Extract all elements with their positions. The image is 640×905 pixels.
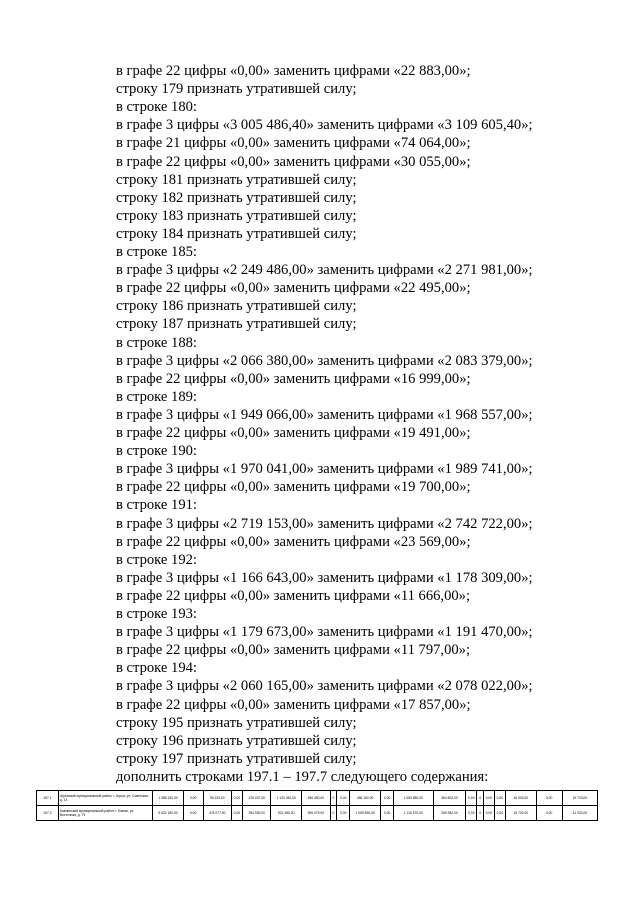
text-line: строку 182 признать утратившей силу; [116, 189, 357, 206]
value-cell: 0 [477, 806, 484, 821]
value-cell: 0,00 [483, 806, 494, 821]
value-cell: 0,00 [466, 806, 477, 821]
text-line: в графе 3 цифры «1 166 643,00» заменить цифрами «1 178 309,00»; [116, 569, 533, 586]
text-line: в строке 185: [116, 244, 197, 260]
text-line: в графе 22 цифры «0,00» заменить цифрами «19 700,00»; [116, 479, 471, 496]
value-cell: 456 160,00 [350, 791, 381, 806]
value-cell: 0,00 [380, 806, 393, 821]
text-line: строку 196 признать утратившей силу; [116, 732, 357, 749]
value-cell: 41 932,00 [562, 806, 597, 821]
text-line: строку 186 признать утратившей силу; [116, 298, 357, 315]
text-line: в графе 22 цифры «0,00» заменить цифрами «11 666,00»; [116, 587, 471, 604]
value-cell: 0,00 [536, 791, 562, 806]
value-cell: 476 247,00 [242, 791, 270, 806]
text-line: в строке 190: [116, 443, 197, 460]
address-cell: Бавлинский муниципальный район, г. Бавлы, ул. Восточная, д. 79 [58, 806, 152, 821]
text-line: в графе 22 цифры «0,00» заменить цифрами «23 569,00»; [116, 533, 471, 550]
table-row [37, 806, 598, 821]
text-line: в строке 192: [116, 551, 197, 568]
value-cell: 0,00 [536, 806, 562, 821]
value-cell: 0,00 [183, 806, 203, 821]
text-line: в графе 3 цифры «3 005 486,40» заменить цифрами «3 109 605,40»; [116, 117, 533, 134]
text-line: в графе 22 цифры «0,00» заменить цифрами «19 491,00»; [116, 425, 471, 441]
value-cell: 0,00 [337, 791, 350, 806]
row-number-cell: 197.1 [37, 791, 59, 806]
value-cell: 394 930,00 [242, 806, 270, 821]
text-line: строку 184 признать утратившей силу; [116, 225, 357, 242]
text-line: в графе 22 цифры «0,00» заменить цифрами «11 797,00»; [116, 642, 471, 659]
value-cell: 476 077,00 [203, 806, 231, 821]
text-line: в графе 22 цифры «0,00» заменить цифрами «22 495,00»; [116, 280, 471, 297]
value-cell: 0,00 [337, 806, 350, 821]
text-line: в графе 3 цифры «2 249 486,00» заменить цифрами «2 271 981,00»; [116, 262, 533, 279]
text-line: в строке 193: [116, 606, 197, 622]
text-line: в графе 22 цифры «0,00» заменить цифрами «22 883,00»; [116, 63, 471, 79]
value-cell: 364 602,00 [433, 791, 466, 806]
text-line: строку 195 признать утратившей силу; [116, 714, 357, 731]
text-line: в графе 3 цифры «2 719 153,00» заменить цифрами «2 742 722,00»; [116, 515, 533, 532]
value-cell: 906 079,00 [302, 806, 330, 821]
value-cell: 0,00 [466, 791, 477, 806]
text-line: строку 183 признать утратившей силу; [116, 207, 357, 224]
value-cell: 0 [330, 791, 337, 806]
value-cell: 0,00 [380, 791, 393, 806]
text-line: в графе 22 цифры «0,00» заменить цифрами «16 999,00»; [116, 370, 471, 387]
text-line: в строке 189: [116, 388, 197, 405]
text-line: в строке 180: [116, 99, 197, 116]
text-line: в графе 3 цифры «1 970 041,00» заменить цифрами «1 989 741,00»; [116, 461, 533, 478]
value-cell: 0,00 [483, 791, 494, 806]
value-cell: 15 702,00 [505, 806, 536, 821]
value-cell: 0 [330, 806, 337, 821]
text-line: в графе 21 цифры «0,00» заменить цифрами «74 064,00»; [116, 135, 471, 152]
text-line: в графе 22 цифры «0,00» заменить цифрами «17 857,00»; [116, 696, 471, 713]
value-cell: 0,00 [494, 806, 505, 821]
row-number-cell: 197.2 [37, 806, 59, 821]
value-cell: 95 193,00 [203, 791, 231, 806]
text-line: в строке 188: [116, 334, 197, 351]
value-cell: 456 450,00 [302, 791, 330, 806]
text-line: в графе 3 цифры «2 066 380,00» заменить цифрами «2 083 379,00»; [116, 352, 533, 369]
value-cell: 19 703,00 [562, 791, 597, 806]
text-line: строку 197 признать утратившей силу; [116, 750, 357, 767]
value-cell: 0,00 [232, 806, 243, 821]
value-cell: 269 952,00 [433, 806, 466, 821]
value-cell: 1 120 062,00 [271, 791, 302, 806]
text-line: в графе 3 цифры «1 949 066,00» заменить цифрами «1 968 557,00»; [116, 406, 533, 423]
added-rows-table-wrap [36, 790, 598, 821]
value-cell: 521 486,00 [271, 806, 302, 821]
text-line: строку 181 признать утратившей силу; [116, 171, 357, 188]
text-line: дополнить строками 197.1 – 197.7 следующего содержания: [116, 768, 489, 785]
text-line: в графе 3 цифры «1 179 673,00» заменить цифрами «1 191 470,00»; [116, 624, 533, 641]
value-cell: 5 632 180,00 [153, 806, 184, 821]
text-line: строку 187 признать утратившей силу; [116, 316, 357, 333]
value-cell: 0,00 [494, 791, 505, 806]
text-line: строку 179 признать утратившей силу; [116, 81, 357, 98]
added-rows-table [36, 790, 598, 821]
value-cell: 1 116 570,00 [394, 806, 433, 821]
value-cell: 1 069 590,00 [350, 806, 381, 821]
text-line: в графе 3 цифры «2 060 165,00» заменить цифрами «2 078 022,00»; [116, 678, 533, 695]
address-cell: Агрызский муниципальный район, г. Агрыз, ул. Советская, д. 13 [58, 791, 152, 806]
value-cell: 0,00 [183, 791, 203, 806]
value-cell: 1 388 190,00 [153, 791, 184, 806]
text-line: в строке 191: [116, 497, 197, 514]
value-cell: 0,00 [232, 791, 243, 806]
value-cell: 16 003,00 [505, 791, 536, 806]
value-cell: 0 [477, 791, 484, 806]
text-line: в графе 22 цифры «0,00» заменить цифрами «30 055,00»; [116, 153, 471, 170]
value-cell: 1 069 850,00 [394, 791, 433, 806]
table-row [37, 791, 598, 806]
text-line: в строке 194: [116, 660, 197, 677]
